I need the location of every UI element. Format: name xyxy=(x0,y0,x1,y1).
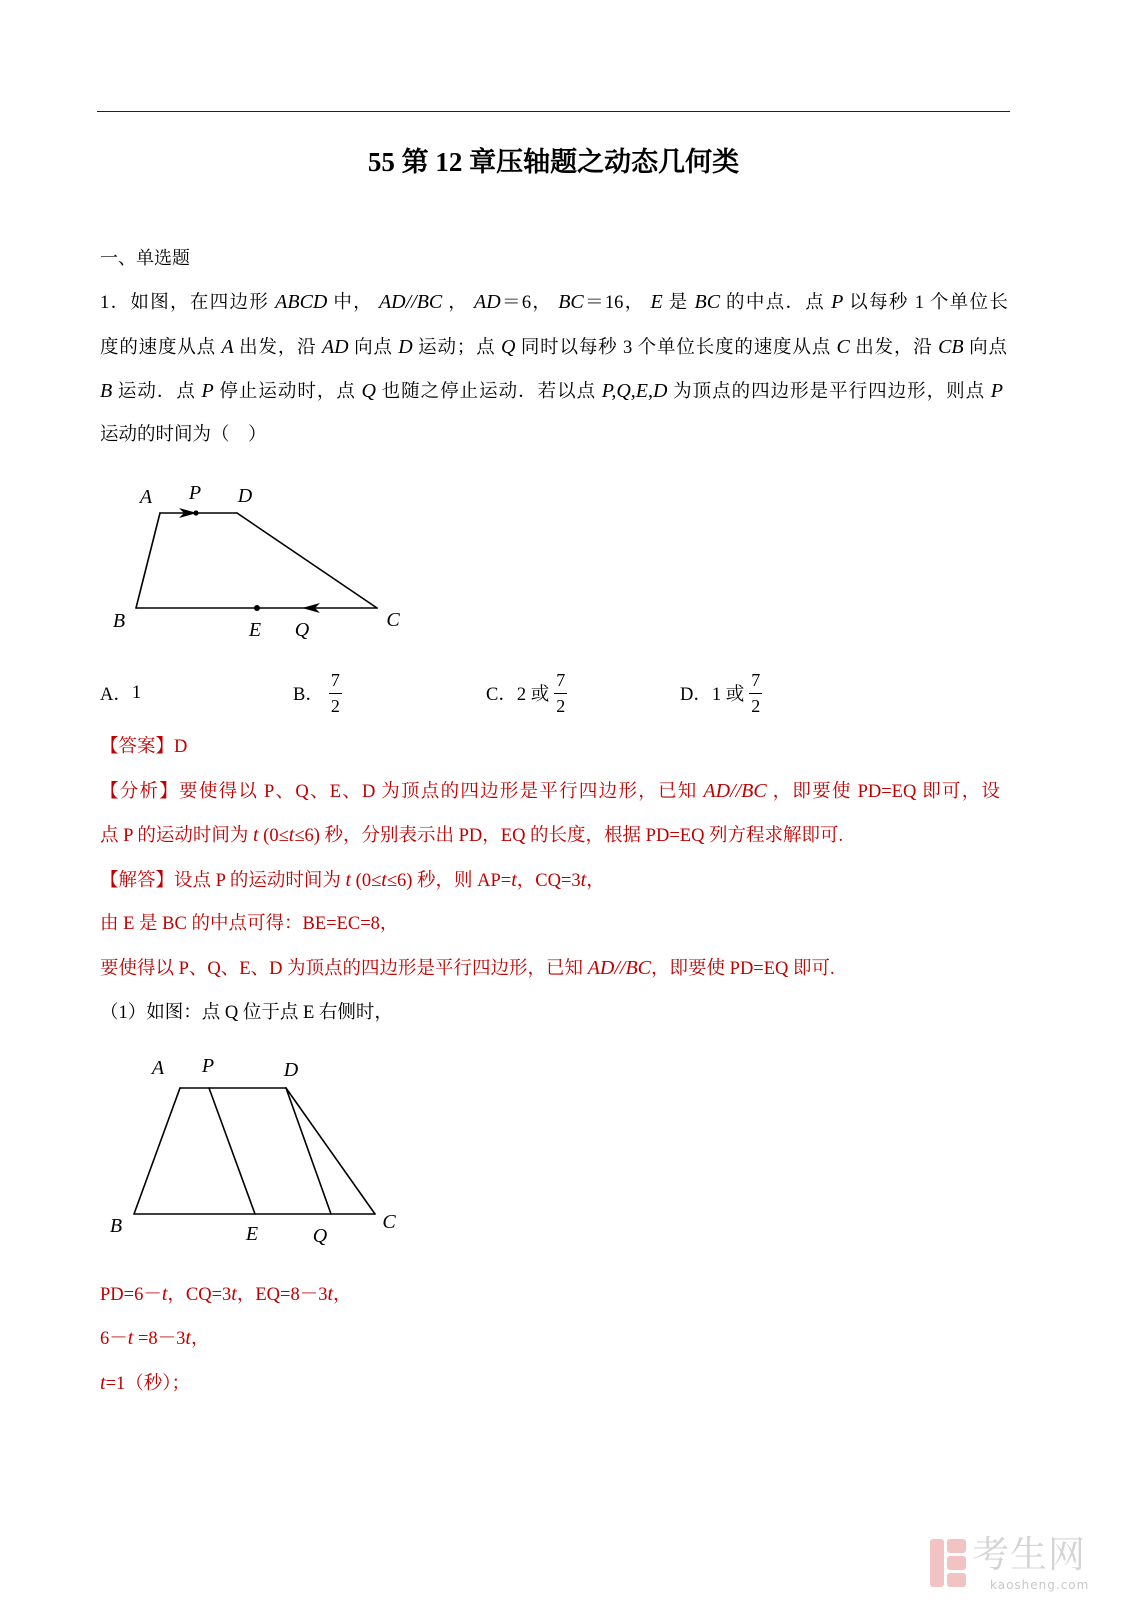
text-run: 出发，沿 xyxy=(849,338,939,358)
segment-pe xyxy=(209,1088,255,1214)
text-run: ＝16， xyxy=(583,293,651,313)
math-symbol: Q xyxy=(361,380,376,402)
label-b: B xyxy=(112,610,126,632)
figure-trapezoid-case1 xyxy=(100,1050,420,1255)
math-symbol: AD//BC xyxy=(587,957,652,979)
label-e: E xyxy=(245,1223,259,1245)
text-run: 也随之停止运动．若以点 xyxy=(375,382,602,402)
math-symbol: ABCD xyxy=(275,291,328,313)
math-symbol: Q xyxy=(500,336,516,358)
text-run: ，即要使 PD=EQ 即可. xyxy=(651,959,835,979)
answer-line xyxy=(100,733,187,761)
math-symbol: P xyxy=(831,291,844,313)
math-symbol: t xyxy=(231,1283,237,1305)
option-letter: D． xyxy=(680,685,712,705)
math-symbol: A xyxy=(221,336,234,358)
math-symbol: P,Q,E,D xyxy=(601,380,668,402)
text-run: 1．如图，在四边形 xyxy=(100,293,276,313)
label-p: P xyxy=(201,1055,215,1077)
math-symbol: t xyxy=(127,1327,134,1349)
fraction-numerator: 7 xyxy=(329,668,342,694)
analysis-line xyxy=(100,777,1000,805)
text-run: （1）如图：点 Q 位于点 E 右侧时， xyxy=(100,1003,393,1023)
text-run: 运动；点 xyxy=(412,338,501,358)
option-value: 2 或 xyxy=(516,685,550,705)
text-run: 由 E 是 BC 的中点可得：BE=EC=8， xyxy=(100,914,399,934)
segment-ab xyxy=(136,513,160,608)
text-run: 停止运动时，点 xyxy=(213,382,362,402)
watermark-domain: kaosheng.com xyxy=(990,1578,1090,1592)
math-symbol: P xyxy=(990,380,1003,402)
text-run: 向点 xyxy=(348,338,399,358)
point-p-dot xyxy=(193,510,198,515)
math-symbol: t xyxy=(381,869,387,891)
text-run: 运动．点 xyxy=(112,382,202,402)
math-symbol: E xyxy=(650,291,663,313)
label-q: Q xyxy=(312,1225,328,1247)
option-letter: C． xyxy=(486,685,517,705)
text-run: ，CQ=3 xyxy=(167,1285,232,1305)
math-symbol: P xyxy=(201,380,214,402)
math-symbol: AD xyxy=(321,336,349,358)
segment-ab xyxy=(134,1088,180,1214)
text-run: 要使得以 P、Q、E、D 为顶点的四边形是平行四边形，已知 xyxy=(100,959,588,979)
option-value: 1 或 xyxy=(711,685,745,705)
option-c xyxy=(486,665,567,721)
kaosheng-logo-icon xyxy=(928,1537,968,1589)
segment-dq xyxy=(286,1088,331,1214)
text-run: 向点 xyxy=(963,338,1007,358)
math-symbol: AD//BC xyxy=(703,780,767,802)
answer-label: 【答案】 xyxy=(100,737,175,757)
question-line xyxy=(100,333,1007,361)
text-run: PD=6－ xyxy=(100,1285,162,1305)
label-b: B xyxy=(109,1215,123,1237)
text-run: 运动的时间为（ ） xyxy=(100,425,267,445)
label-d: D xyxy=(237,485,253,507)
text-run: ≤6) 秒，分别表示出 PD，EQ 的长度，根据 PD=EQ 列方程求解即可. xyxy=(294,826,844,846)
text-run: (0≤ xyxy=(258,826,289,846)
math-symbol: B xyxy=(100,380,113,402)
figure-trapezoid-question xyxy=(100,475,420,645)
solution-line xyxy=(100,1369,190,1397)
label-a: A xyxy=(151,1057,165,1079)
text-run: ， xyxy=(333,1285,352,1305)
text-run: 出发，沿 xyxy=(233,338,322,358)
text-run: 度的速度从点 xyxy=(100,338,222,358)
math-symbol: t xyxy=(185,1327,191,1349)
math-symbol: AD xyxy=(474,291,501,313)
answer-value: D xyxy=(174,737,188,757)
fraction-denominator: 2 xyxy=(751,695,761,716)
question-line xyxy=(100,421,267,449)
math-symbol: t xyxy=(327,1283,334,1305)
option-b xyxy=(293,665,342,721)
fraction-numerator: 7 xyxy=(554,668,567,694)
fraction xyxy=(554,668,567,719)
text-run: ，EQ=8－3 xyxy=(236,1285,328,1305)
option-value: 1 xyxy=(131,682,142,703)
math-symbol: t xyxy=(345,869,352,891)
text-run: ≤6) 秒，则 AP= xyxy=(386,871,512,891)
label-a: A xyxy=(139,486,153,508)
text-run: 以每秒 1 个单位长 xyxy=(843,293,1008,313)
fraction xyxy=(749,668,762,719)
fraction xyxy=(329,668,342,719)
page-title: 55 第 12 章压轴题之动态几何类 xyxy=(367,147,740,177)
option-letter: B． xyxy=(293,685,324,705)
solution-line xyxy=(100,1280,352,1308)
watermark-name: 考生网 xyxy=(972,1533,1086,1576)
text-run: 是 xyxy=(662,293,695,313)
fraction-numerator: 7 xyxy=(749,668,762,694)
math-symbol: t xyxy=(100,1372,106,1394)
text-run: ，即要使 PD=EQ 即可，设 xyxy=(766,782,1001,802)
label-q: Q xyxy=(294,619,310,641)
text-run: =8－3 xyxy=(133,1329,186,1349)
fraction-denominator: 2 xyxy=(330,695,340,716)
text-run: 6－ xyxy=(100,1329,128,1349)
question-line xyxy=(100,377,1003,405)
label-c: C xyxy=(386,609,400,631)
math-symbol: CB xyxy=(938,336,964,358)
text-run: =1（秒）； xyxy=(105,1374,190,1394)
option-d xyxy=(680,665,762,721)
option-a xyxy=(100,665,141,721)
analysis-line xyxy=(100,821,843,849)
point-e-dot xyxy=(254,605,260,611)
solution-line xyxy=(100,866,605,894)
math-symbol: t xyxy=(252,824,259,846)
math-symbol: t xyxy=(288,824,295,846)
solution-line xyxy=(100,1324,209,1352)
fraction-denominator: 2 xyxy=(556,695,566,716)
case-heading xyxy=(100,999,393,1027)
section-heading: 一、单选题 xyxy=(100,248,190,268)
math-symbol: t xyxy=(511,869,517,891)
text-run: 同时以每秒 3 个单位长度的速度从点 xyxy=(515,338,837,358)
text-run: ， xyxy=(442,293,475,313)
math-symbol: C xyxy=(836,336,850,358)
text-run: ， xyxy=(586,871,605,891)
text-run: 【解答】设点 P 的运动时间为 xyxy=(100,871,346,891)
segment-dc xyxy=(286,1088,375,1214)
math-symbol: AD//BC xyxy=(378,291,443,313)
text-run: 【分析】要使得以 P、Q、E、D 为顶点的四边形是平行四边形，已知 xyxy=(100,782,704,802)
header-rule xyxy=(97,111,1010,112)
solution-line xyxy=(100,954,835,982)
label-e: E xyxy=(248,619,262,641)
math-symbol: D xyxy=(398,336,413,358)
math-symbol: t xyxy=(580,869,587,891)
text-run: 点 P 的运动时间为 xyxy=(100,826,253,846)
text-run: ，CQ=3 xyxy=(516,871,581,891)
math-symbol: t xyxy=(161,1283,168,1305)
option-letter: A． xyxy=(100,685,132,705)
text-run: (0≤ xyxy=(351,871,382,891)
math-symbol: BC xyxy=(694,291,721,313)
label-c: C xyxy=(382,1211,396,1233)
text-run: 为顶点的四边形是平行四边形，则点 xyxy=(667,382,991,402)
solution-line xyxy=(100,910,398,938)
text-run: 中， xyxy=(327,293,379,313)
label-p: P xyxy=(188,482,202,504)
math-symbol: BC xyxy=(558,291,584,313)
question-line xyxy=(100,288,1008,316)
text-run: ＝6， xyxy=(500,293,559,313)
segment-dc xyxy=(237,513,377,608)
text-run: 的中点．点 xyxy=(720,293,832,313)
label-d: D xyxy=(283,1059,299,1081)
text-run: ， xyxy=(190,1329,210,1349)
